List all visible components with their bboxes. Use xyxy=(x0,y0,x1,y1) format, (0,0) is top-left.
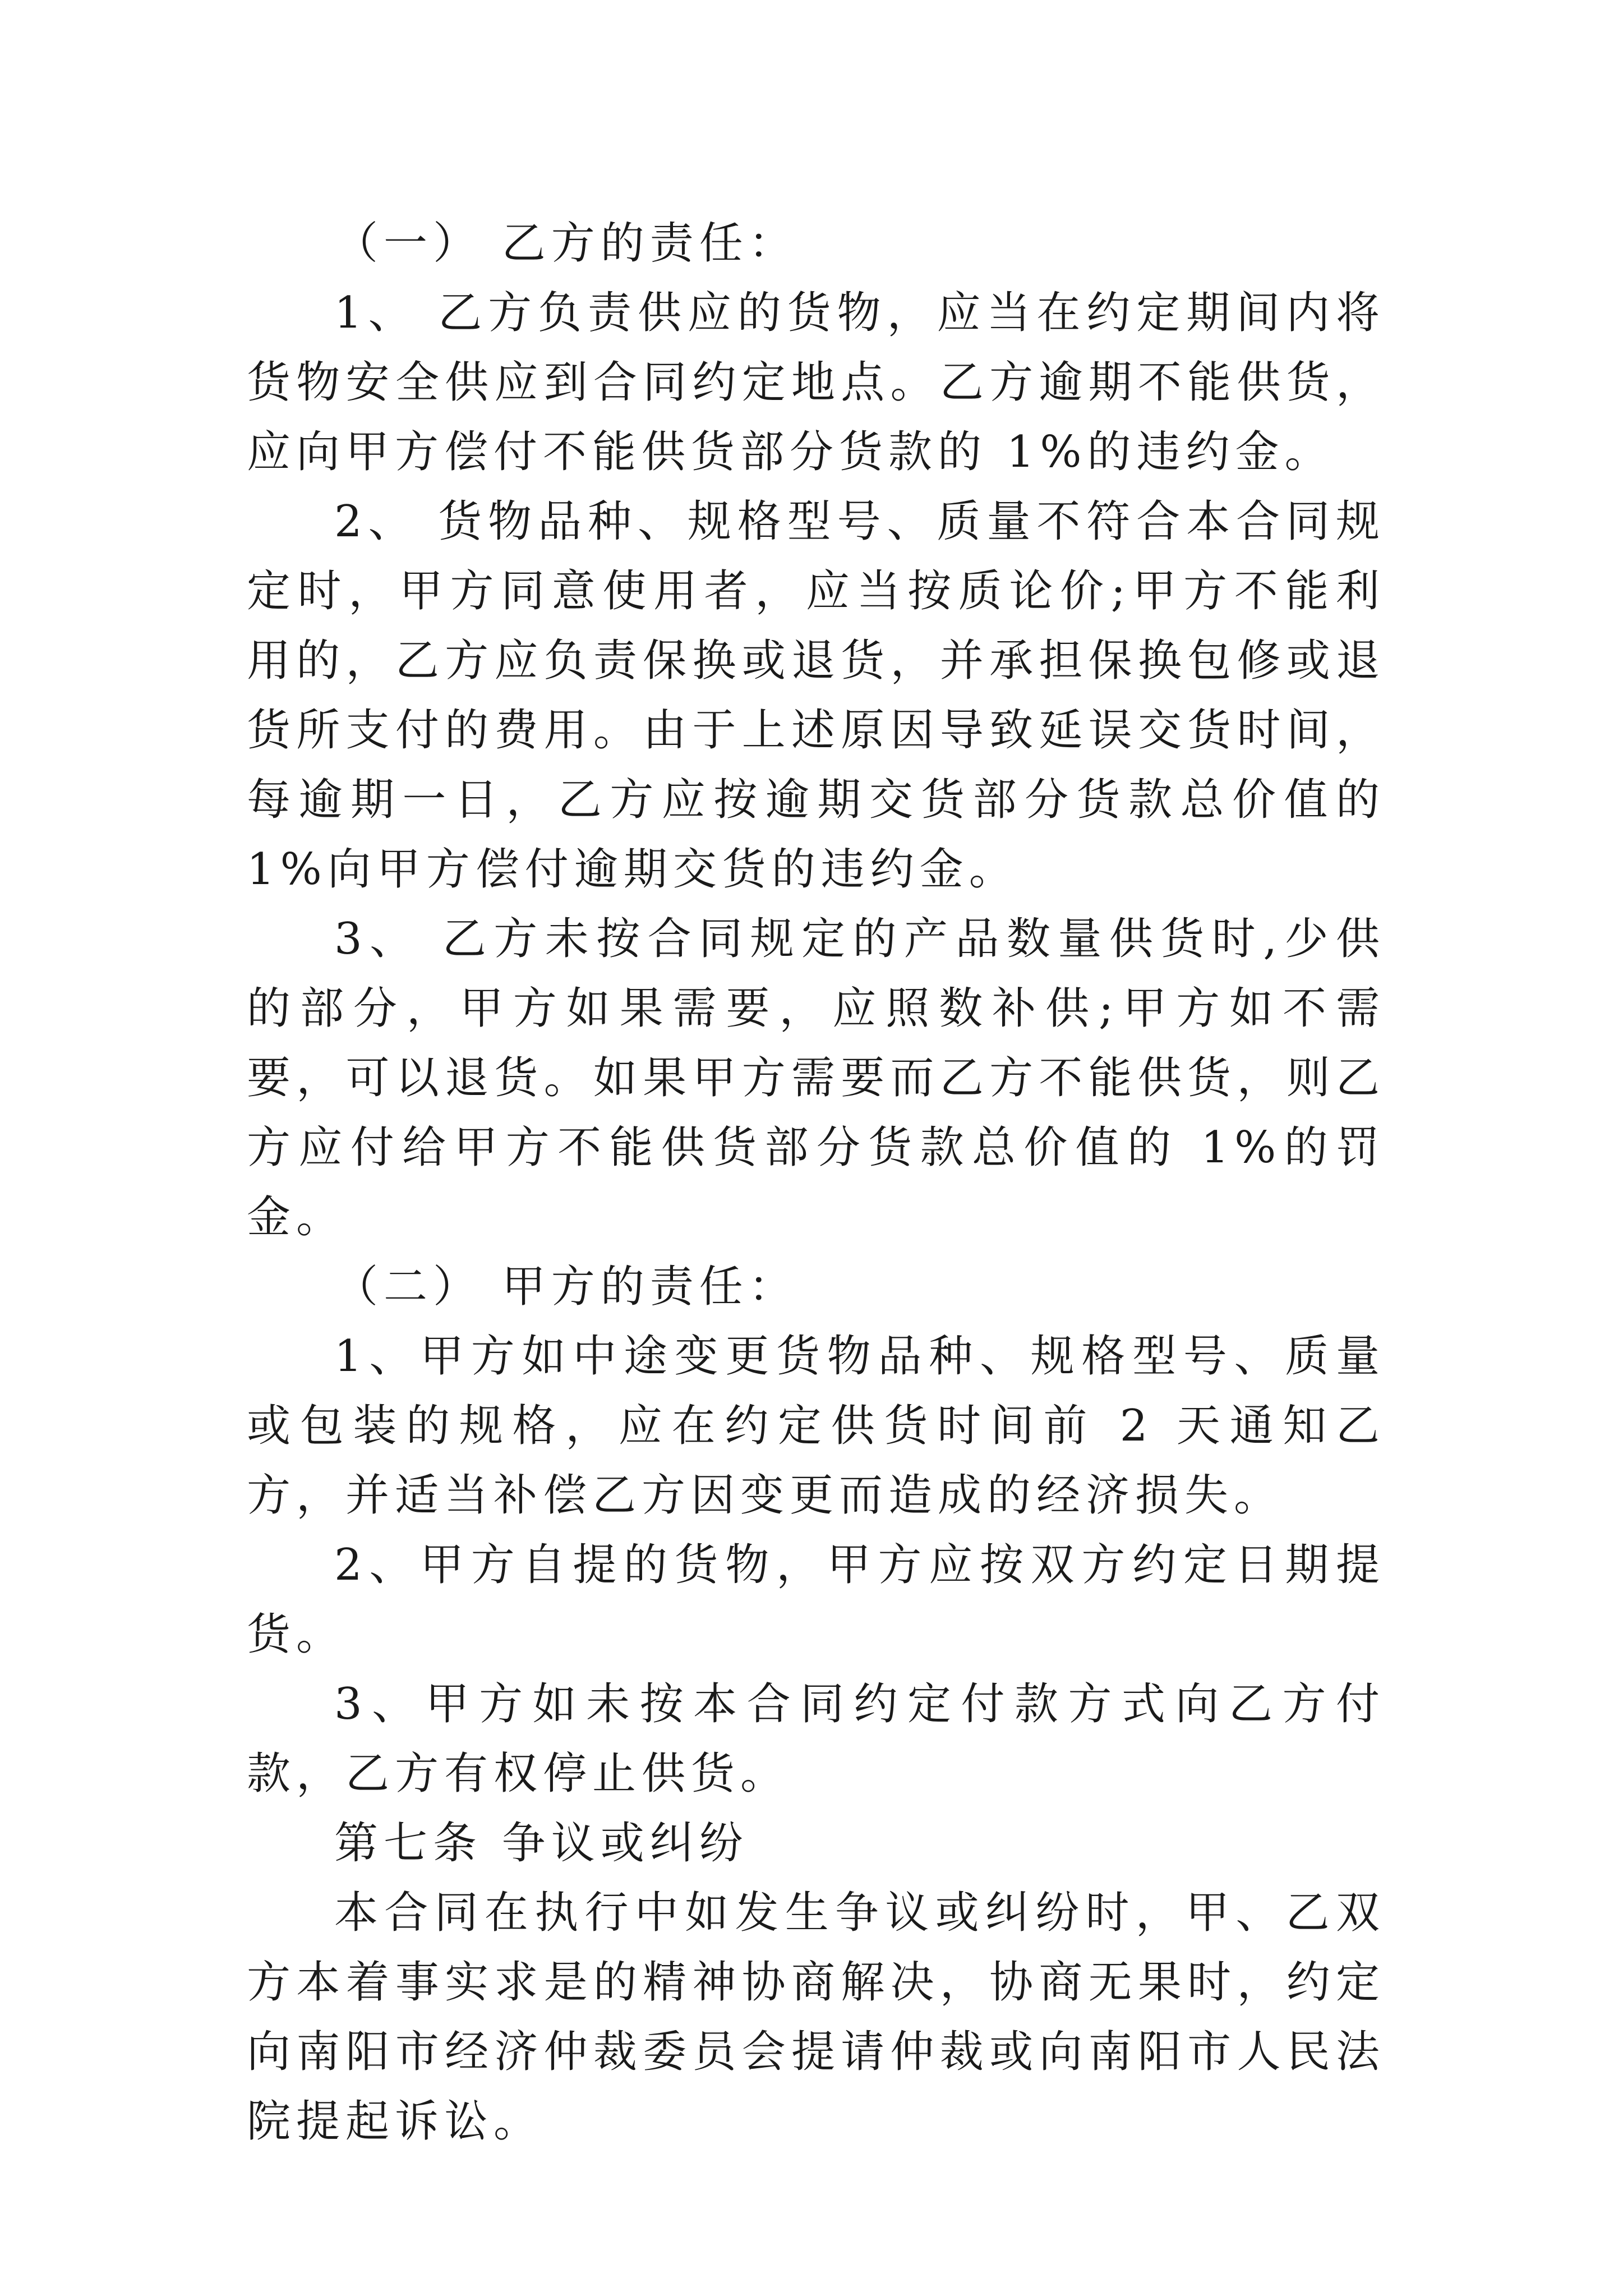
clause-b-2: 2、 货物品种、规格型号、质量不符合本合同规定时，甲方同意使用者，应当按质论价;甲方不能利用的，乙方应负责保换或退货，并承担保换包修或退货所支付的费用。由于上述原因导致延误交货时间，每逾期一日，乙方应按逾期交货部分货款总价值的 1%向甲方偿付逾期交货的违约金。 xyxy=(247,496,1385,895)
clause-b-1: 1、 乙方负责供应的货物，应当在约定期间内将货物安全供应到合同约定地点。乙方逾期不能供货，应向甲方偿付不能供货部分货款的 1%的违约金。 xyxy=(247,288,1385,477)
clause-a-1: 1、甲方如中途变更货物品种、规格型号、质量或包装的规格，应在约定供货时间前 2 天通知乙方，并适当补偿乙方因变更而造成的经济损失。 xyxy=(247,1331,1385,1521)
heading-party-a-responsibility: （二） 甲方的责任： xyxy=(334,1262,798,1312)
document-body xyxy=(247,209,1385,2156)
clause-a-2: 2、甲方自提的货物，甲方应按双方约定日期提货。 xyxy=(247,1540,1385,1660)
article-7-body: 本合同在执行中如发生争议或纠纷时，甲、乙双方本着事实求是的精神协商解决，协商无果时，约定向南阳市经济仲裁委员会提请仲裁或向南阳市人民法院提起诉讼。 xyxy=(247,1888,1385,2147)
article-7-heading: 第七条 争议或纠纷 xyxy=(334,1818,749,1869)
clause-a-3: 3、甲方如未按本合同约定付款方式向乙方付款，乙方有权停止供货。 xyxy=(247,1679,1385,1799)
clause-b-3: 3、 乙方未按合同规定的产品数量供货时,少供的部分，甲方如果需要，应照数补供;甲方如不需要，可以退货。如果甲方需要而乙方不能供货，则乙方应付给甲方不能供货部分货款总价值的 1%的罚金。 xyxy=(247,914,1385,1243)
heading-party-b-responsibility: （一） 乙方的责任： xyxy=(334,218,798,269)
